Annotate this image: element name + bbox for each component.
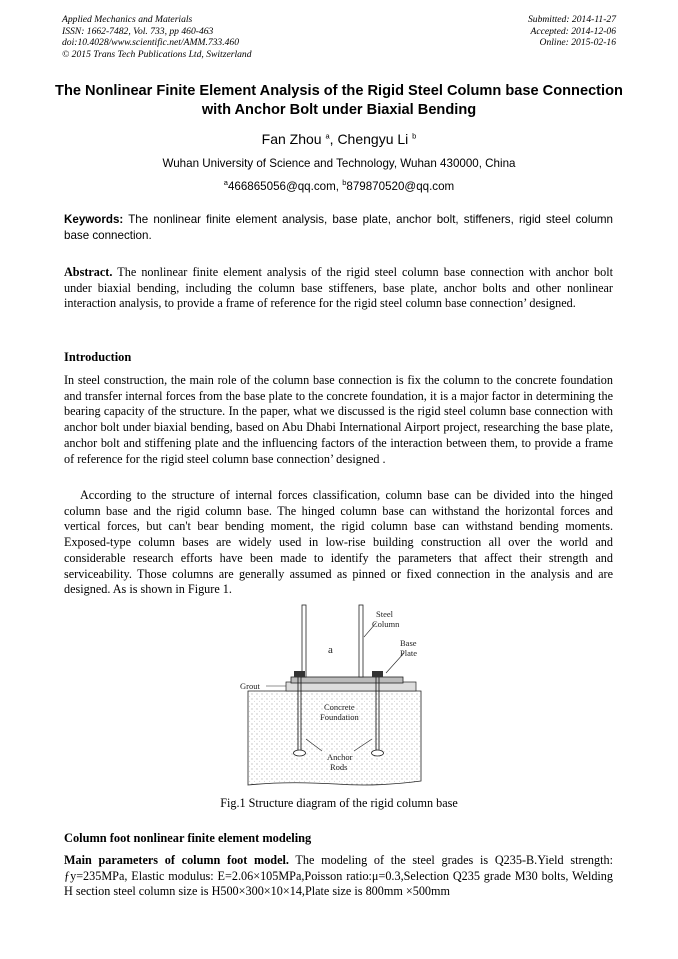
journal-name: Applied Mechanics and Materials [62,14,193,25]
anchor-plate-right [372,750,384,756]
label-grout: Grout [240,681,260,691]
label-steel: Steel [376,609,393,619]
column-flange-right [359,605,363,677]
figure-1 [236,603,446,788]
intro-paragraph-1: In steel construction, the main role of the column base connection is fix the column to the concrete foundation and transfer internal forces from the base plate to the concrete foundation, it is a major factor in determining the bearing capacity of the structure. In the paper, what we discussed is the rigid steel column base connection with anchor bolt under biaxial bending, based on Abu Dhabi International Airport project, researching the base plate, anchor bolt and stiffening plate and the influencing factors of the interaction between them, to provide a frame of reference for the rigid steel column base connection’ designed . [64,373,613,466]
email-address: 879870520@qq.com [346,180,455,193]
column-flange-left [302,605,306,677]
paper-title: The Nonlinear Finite Element Analysis of the Rigid Steel Column base Connection with Anchor Bolt under Biaxial Bending [55,83,623,118]
label-concrete: Concrete [324,702,355,712]
email-address: 466865056@qq.com [227,180,336,193]
copyright-line: © 2015 Trans Tech Publications Ltd, Switzerland [62,48,252,60]
online-date: Online: 2015-02-16 [539,37,616,49]
author-name: Chengyu Li [337,131,409,147]
intro-paragraph-2: According to the structure of internal forces classification, column base can be divided into the hinged column base and the rigid column base. The hinged column base can withstand the horizontal forces and vertical forces, but can't bear bending moment, the rigid column base can withstand bending moments. Exposed-type column bases are widely used in low-rise building construction all over the world and considerable research efforts have been made to identify the parameters that affect their strength and serviceability. Those columns are generally assumed as pinned or fixed connection in the analysis and are designed. As is shown in Figure 1. [64,488,613,597]
date-info [528,14,616,49]
label-column: Column [372,619,400,629]
section-heading-introduction: Introduction [64,350,132,364]
label-base: Base [400,638,417,648]
doi-line: doi:10.4028/www.scientific.net/AMM.733.460 [62,37,240,49]
abstract-label: Abstract. [64,265,113,279]
author-line [0,131,678,147]
keywords-block [64,212,613,243]
author-superscript: a [325,131,330,141]
paragraph-text: The modeling of the steel grades is Q235-B.Yield strength: ƒy=235MPa, Elastic modulus: E=2.06×105MPa,Poisson ratio:μ=0.3,Selection Q235 grade M30 bolts, Welding H section steel column size is H500×300×10×14,Plate size is 800mm ×500mm [64,853,613,899]
issn-line: ISSN: 1662-7482, Vol. 733, pp 460-463 [62,25,214,37]
affiliation: Wuhan University of Science and Technology, Wuhan 430000, China [162,157,516,170]
label-plate: Plate [400,648,417,658]
label-anchor: Anchor [327,752,353,762]
submitted-date: Submitted: 2014-11-27 [527,14,616,25]
email-line [0,180,678,193]
anchor-plate-left [294,750,306,756]
keywords-label: Keywords: [64,213,124,226]
author-separator: , [329,131,338,147]
accepted-date: Accepted: 2014-12-06 [530,25,616,37]
column-base-diagram [236,603,446,788]
modeling-paragraph [64,853,613,900]
base-plate [291,677,403,683]
email-superscript: b [342,178,347,188]
abstract-text: The nonlinear finite element analysis of the rigid steel column base connection with anchor bolt under biaxial bending, including the column base stiffeners, base plate, anchor bolts and other nonlinear interaction analysis, to provide a frame of reference for the rigid steel column base connection’ designed. [64,265,613,311]
email-separator: , [335,180,343,193]
section-heading-modeling: Column foot nonlinear finite element modeling [64,831,312,845]
label-rods: Rods [330,762,348,772]
nut-right [372,671,383,677]
journal-info [62,14,252,60]
figure-caption: Fig.1 Structure diagram of the rigid column base [220,796,458,810]
nut-left [294,671,305,677]
label-foundation: Foundation [320,712,359,722]
paragraph-label: Main parameters of column foot model. [64,853,289,867]
column-label-a: a [328,644,333,656]
email-superscript: a [223,178,228,188]
keywords-text: The nonlinear finite element analysis, base plate, anchor bolt, stiffeners, rigid steel column base connection. [64,213,613,242]
author-name: Fan Zhou [261,131,322,147]
abstract-block [64,265,613,312]
author-superscript: b [412,131,417,141]
